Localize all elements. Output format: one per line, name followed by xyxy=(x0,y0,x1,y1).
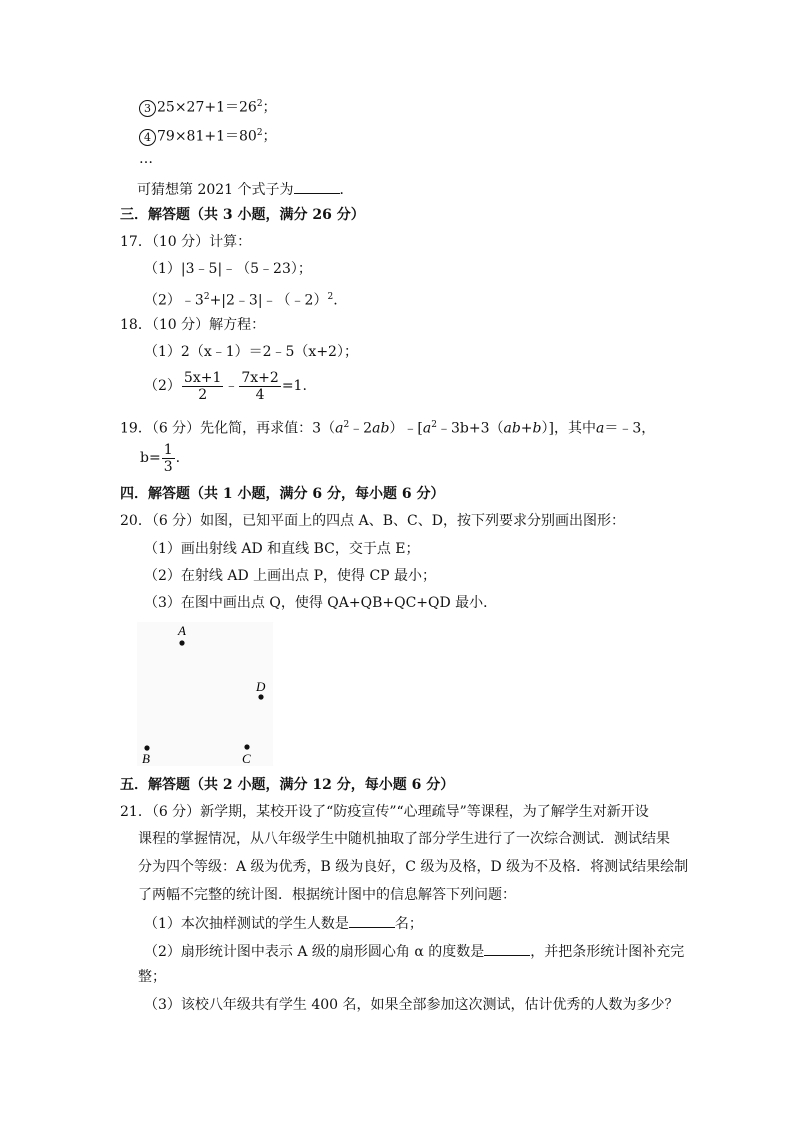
q19-b: ﹣2 xyxy=(349,420,373,437)
label-a: A xyxy=(178,623,186,638)
section-4-heading: 四．解答题（共 1 小题，满分 6 分，每小题 6 分） xyxy=(120,486,445,502)
q19-sup-a: 2 xyxy=(343,420,350,430)
q20-part2: （2）在射线 AD 上画出点 P，使得 CP 最小； xyxy=(144,568,437,584)
ellipsis: … xyxy=(139,151,153,167)
guess-end: ． xyxy=(339,182,354,198)
q18-part1: （1）2（x﹣1）＝2﹣5（x+2）； xyxy=(144,344,358,360)
q17-p2-b: +|2﹣3|﹣（﹣2） xyxy=(209,292,328,309)
q19-b-post: . xyxy=(175,450,181,466)
item-4 xyxy=(139,124,277,146)
q21-p2-post: ，并把条形统计图补充完 xyxy=(530,944,685,960)
answer-blank xyxy=(349,913,395,928)
q19-line2 xyxy=(140,440,180,476)
item-3-sup: 2 xyxy=(256,99,263,109)
q21-line4: 了两幅不完整的统计图．根据统计图中的信息解答下列问题： xyxy=(138,887,516,903)
section-5-heading: 五．解答题（共 2 小题，满分 12 分，每小题 6 分） xyxy=(120,777,455,793)
section-3-heading: 三．解答题（共 3 小题，满分 26 分） xyxy=(120,207,365,223)
q18-p2-pre: （2） xyxy=(144,378,181,394)
q19-c: ）﹣[ xyxy=(389,420,423,437)
label-c: C xyxy=(242,751,251,766)
label-d: D xyxy=(256,679,266,694)
fraction-1-den: 2 xyxy=(198,386,208,403)
point-c xyxy=(244,744,249,749)
q21-part1 xyxy=(144,913,423,933)
q21-line3: 分为四个等级：A 级为优秀，B 级为良好，C 级为及格，D 级为不及格．将测试结果绘制 xyxy=(138,859,689,875)
minus-sign: ﹣ xyxy=(224,378,239,394)
point-d xyxy=(258,694,263,699)
q19-b-pre: b= xyxy=(140,450,161,466)
q21-p1-pre: （1）本次抽样测试的学生人数是 xyxy=(144,916,349,932)
q17-p2-a: （2）﹣3 xyxy=(144,292,204,309)
figure-background xyxy=(137,622,273,766)
q19-var-a: a xyxy=(335,420,344,437)
q17-part1: （1）|3﹣5|﹣（5﹣23）； xyxy=(144,261,312,277)
q19-var-abb: ab+b xyxy=(503,420,542,437)
q21-p1-post: 名； xyxy=(394,916,423,932)
q19-d: ﹣3b+3（ xyxy=(436,420,504,437)
q21-part2 xyxy=(144,941,684,961)
answer-blank xyxy=(294,179,340,194)
fraction-2 xyxy=(239,370,280,403)
q21-line2: 课程的掌握情况，从八年级学生中随机抽取了部分学生进行了一次综合测试．测试结果 xyxy=(138,831,670,847)
q18-p2-post: =1. xyxy=(281,378,307,394)
q18-part2 xyxy=(144,368,307,404)
q19-sup-b: 2 xyxy=(431,420,437,430)
label-b: B xyxy=(142,751,150,766)
q19-var-a3: a xyxy=(595,420,605,437)
q20-part1: （1）画出射线 AD 和直线 BC，交于点 E； xyxy=(144,541,420,557)
item-3-end: ； xyxy=(262,99,277,116)
point-a xyxy=(179,640,184,645)
q17-p2-sup2: 2 xyxy=(327,292,334,302)
q19-f: ＝﹣3， xyxy=(604,420,656,437)
item-3 xyxy=(139,95,277,117)
q21-part3: （3）该校八年级共有学生 400 名，如果全部参加这次测试，估计优秀的人数为多少？ xyxy=(144,997,679,1013)
guess-text: 可猜想第 2021 个式子为 xyxy=(137,182,294,198)
fraction-b xyxy=(162,442,175,475)
q19-e: ）]，其中 xyxy=(541,420,596,437)
point-b xyxy=(144,745,149,750)
q19-var-a2: a xyxy=(422,420,432,437)
item-3-expr: 25×27+1＝26 xyxy=(157,99,257,116)
q17-part2 xyxy=(144,288,338,310)
q19-var-ab: ab xyxy=(372,420,390,437)
q21-part2-cont: 整； xyxy=(138,969,166,985)
q18-head: 18．（10 分）解方程： xyxy=(120,317,266,333)
fraction-1 xyxy=(182,370,223,403)
q20-part3: （3）在图中画出点 Q，使得 QA+QB+QC+QD 最小． xyxy=(144,595,498,611)
circled-number-4: 4 xyxy=(139,129,156,146)
q19-a: 19．（6 分）先化简，再求值：3（ xyxy=(120,420,336,437)
item-4-end: ； xyxy=(262,128,277,145)
answer-blank xyxy=(484,941,530,956)
q19-line1 xyxy=(120,416,655,438)
fraction-1-num: 5x+1 xyxy=(183,369,222,386)
guess-line xyxy=(137,179,354,199)
item-4-expr: 79×81+1＝80 xyxy=(157,128,257,145)
circled-number-3: 3 xyxy=(139,100,156,117)
fraction-2-den: 4 xyxy=(255,386,265,403)
fraction-b-den: 3 xyxy=(163,458,173,475)
fraction-b-num: 1 xyxy=(163,441,173,458)
item-4-sup: 2 xyxy=(256,128,263,138)
q20-head: 20．（6 分）如图，已知平面上的四点 A、B、C、D，按下列要求分别画出图形： xyxy=(120,513,625,529)
q17-p2-c: . xyxy=(333,292,338,309)
q17-p2-sup1: 2 xyxy=(203,292,210,302)
q17-head: 17．（10 分）计算： xyxy=(120,234,252,250)
points-figure xyxy=(137,622,273,766)
q21-p2-pre: （2）扇形统计图中表示 A 级的扇形圆心角 α 的度数是 xyxy=(144,944,485,960)
q21-line1: 21．（6 分）新学期，某校开设了“防疫宣传”“心理疏导”等课程，为了解学生对新开设 xyxy=(120,804,649,820)
fraction-2-num: 7x+2 xyxy=(241,369,279,386)
